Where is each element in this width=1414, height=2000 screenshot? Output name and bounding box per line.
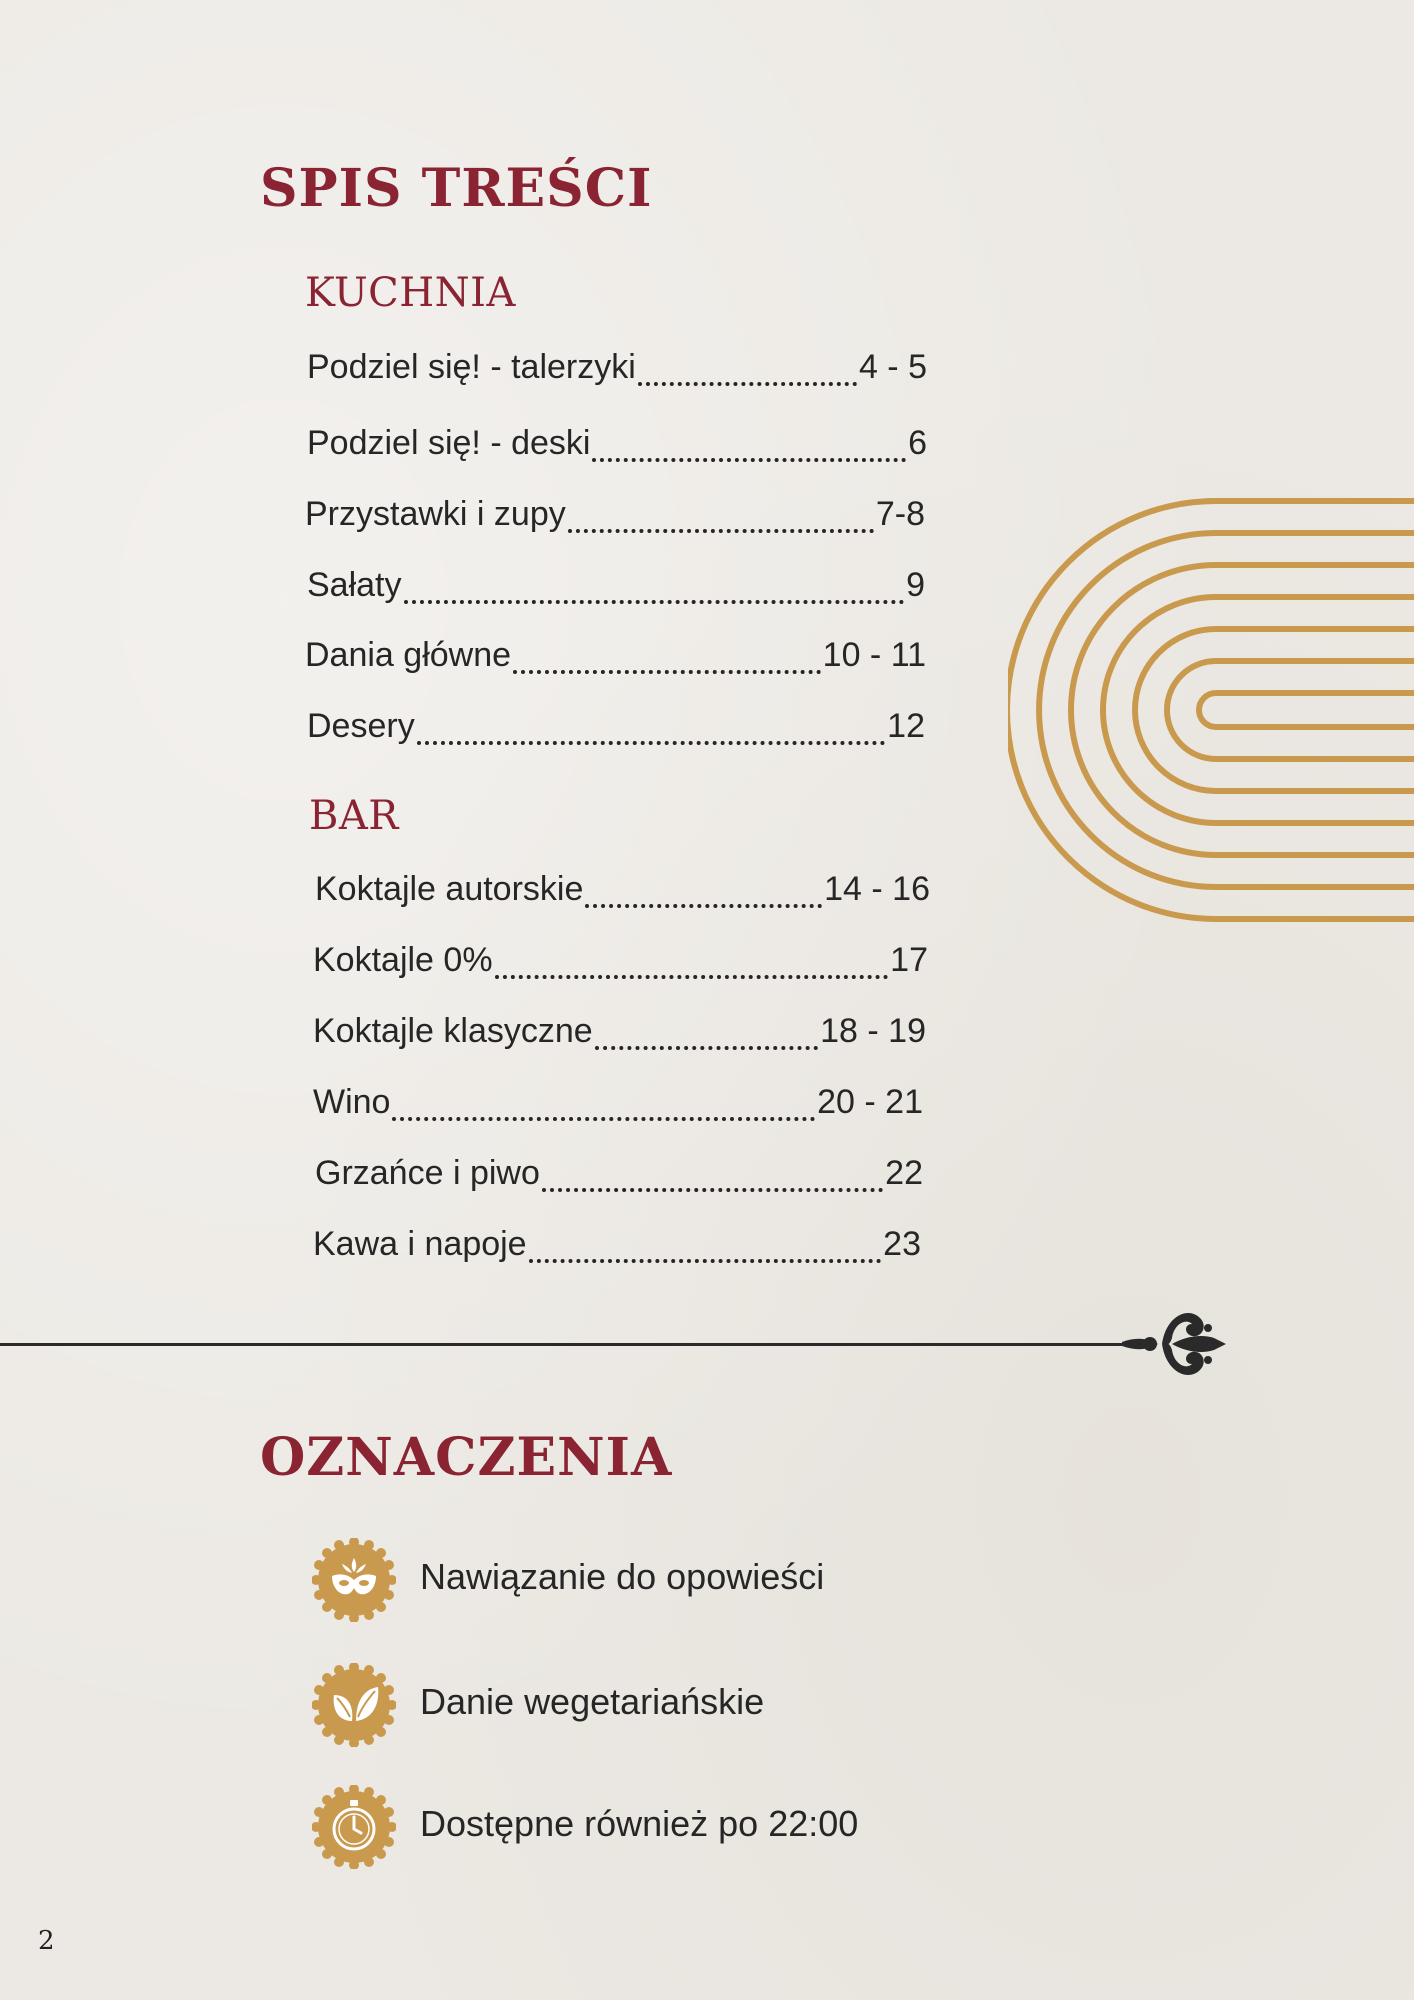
leaf-icon [312, 1663, 396, 1747]
toc-row-label: Desery [307, 707, 415, 745]
toc-leader-dots [585, 904, 822, 908]
toc-row-pages: 4 - 5 [858, 348, 927, 386]
toc-row-pages: 9 [906, 566, 925, 604]
toc-row[interactable] [307, 424, 927, 470]
toc-leader-dots [417, 741, 885, 745]
legend-label: Nawiązanie do opowieści [420, 1556, 825, 1597]
toc-row-label: Koktajle autorskie [315, 870, 584, 908]
toc-leader-dots [595, 1046, 818, 1050]
toc-row[interactable] [315, 1154, 923, 1200]
toc-row-pages: 10 - 11 [822, 636, 926, 674]
toc-row-label: Przystawki i zupy [305, 495, 566, 533]
section-divider-line [0, 1343, 1130, 1346]
toc-leader-dots [542, 1188, 883, 1192]
toc-row-pages: 12 [887, 707, 925, 745]
toc-row-pages: 20 - 21 [817, 1083, 923, 1121]
toc-row-pages: 23 [883, 1225, 921, 1263]
toc-row[interactable] [305, 495, 925, 541]
toc-row-pages: 18 - 19 [820, 1012, 926, 1050]
toc-leader-dots [392, 1117, 815, 1121]
section-heading-kuchnia: KUCHNIA [305, 270, 516, 316]
clock-icon [312, 1785, 396, 1869]
legend-title: OZNACZENIA [260, 1427, 673, 1488]
toc-row-label: Podziel się! - talerzyki [307, 348, 636, 386]
toc-row[interactable] [307, 348, 927, 394]
toc-row-label: Koktajle klasyczne [313, 1012, 593, 1050]
toc-row[interactable] [313, 1225, 921, 1271]
toc-row-label: Podziel się! - deski [307, 424, 591, 462]
toc-leader-dots [404, 600, 905, 604]
toc-row-pages: 7-8 [875, 495, 925, 533]
toc-leader-dots [592, 458, 906, 462]
toc-row-label: Koktajle 0% [313, 941, 493, 979]
toc-leader-dots [568, 529, 874, 533]
toc-row-label: Dania główne [305, 636, 512, 674]
legend-item [312, 1663, 1012, 1747]
toc-row[interactable] [315, 870, 930, 916]
flourish-ornament-icon [1122, 1298, 1226, 1390]
legend-item [312, 1785, 1012, 1869]
toc-row-pages: 14 - 16 [824, 870, 930, 908]
section-heading-bar: BAR [309, 793, 399, 839]
toc-leader-dots [638, 382, 857, 386]
page-number: 2 [38, 1926, 55, 1956]
legend-item [312, 1538, 1012, 1622]
toc-row-pages: 22 [885, 1154, 923, 1192]
toc-row[interactable] [307, 566, 925, 612]
toc-title: SPIS TREŚCI [260, 158, 653, 219]
toc-leader-dots [495, 975, 889, 979]
toc-row[interactable] [313, 941, 928, 987]
toc-row-label: Sałaty [307, 566, 402, 604]
toc-row[interactable] [305, 636, 926, 682]
toc-row-label: Wino [313, 1083, 391, 1121]
toc-row-label: Grzańce i piwo [315, 1154, 540, 1192]
legend-label: Danie wegetariańskie [420, 1681, 765, 1722]
mask-icon [312, 1538, 396, 1622]
toc-row-label: Kawa i napoje [313, 1225, 527, 1263]
toc-row[interactable] [313, 1012, 926, 1058]
toc-leader-dots [513, 670, 821, 674]
toc-row[interactable] [307, 707, 925, 753]
toc-row-pages: 6 [908, 424, 927, 462]
concentric-arch-ornament [1008, 496, 1414, 924]
legend-label: Dostępne również po 22:00 [420, 1803, 859, 1844]
toc-row-pages: 17 [890, 941, 928, 979]
toc-row[interactable] [313, 1083, 923, 1129]
toc-leader-dots [529, 1259, 882, 1263]
